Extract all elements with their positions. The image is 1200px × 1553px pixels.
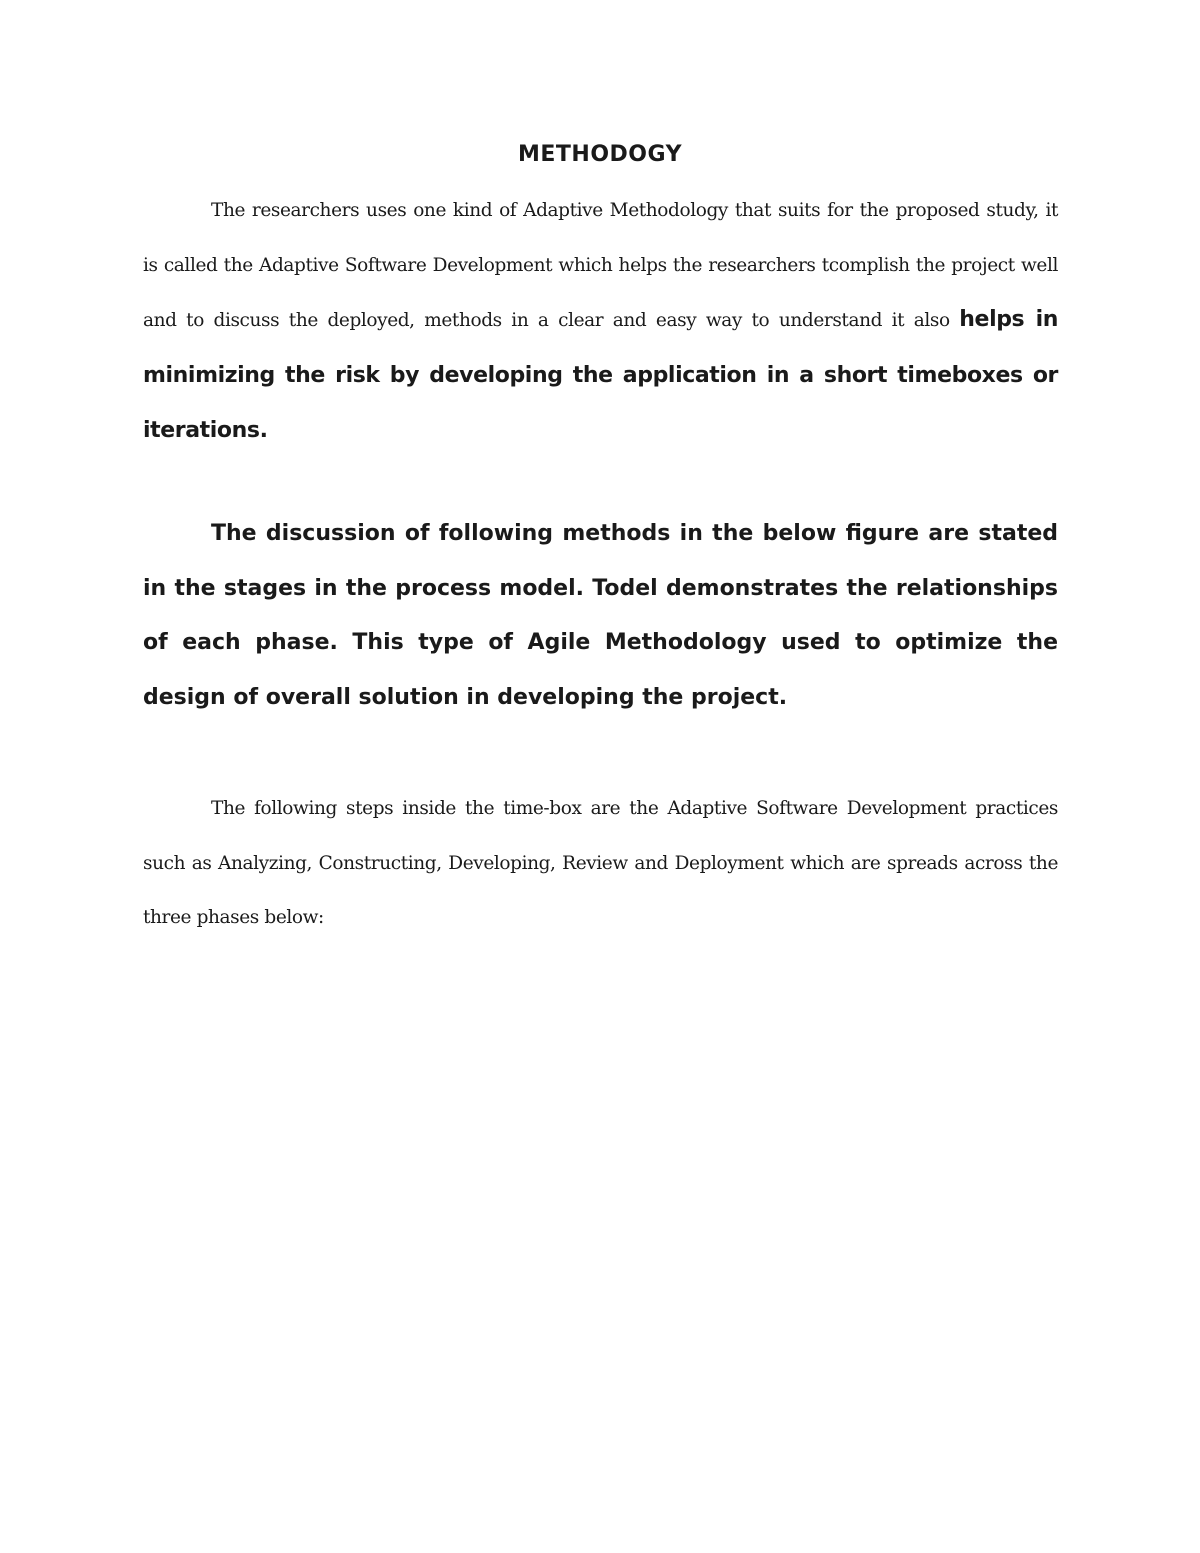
paragraph-1-normal-text: The researchers uses one kind of Adaptive Methodology that suits for the proposed study, it is called the Adaptive Software Development which helps the researchers tcomplish the project well and to discuss the deployed, methods in a clear and easy way to understand it also [143,200,1058,331]
paragraph-time-box-steps: The following steps inside the time-box are the Adaptive Software Development practices such as Analyzing, Constructing, Developing, Review and Deployment which are spreads across the three phases below: [143,798,1058,928]
page-title: METHODOGY [517,142,682,167]
paragraph-adaptive-methodology [143,184,1058,460]
paragraph-process-model: The discussion of following methods in the below figure are stated in the stages in the process model. Todel demonstrates the relationships of each phase. This type of Agile Methodology used to optimize the design of overall solution in developing the project. [143,521,1058,710]
paragraph-1-emphasis-text: helps in minimizing the risk by developing the application in a short timeboxes or iterations. [143,307,1058,443]
